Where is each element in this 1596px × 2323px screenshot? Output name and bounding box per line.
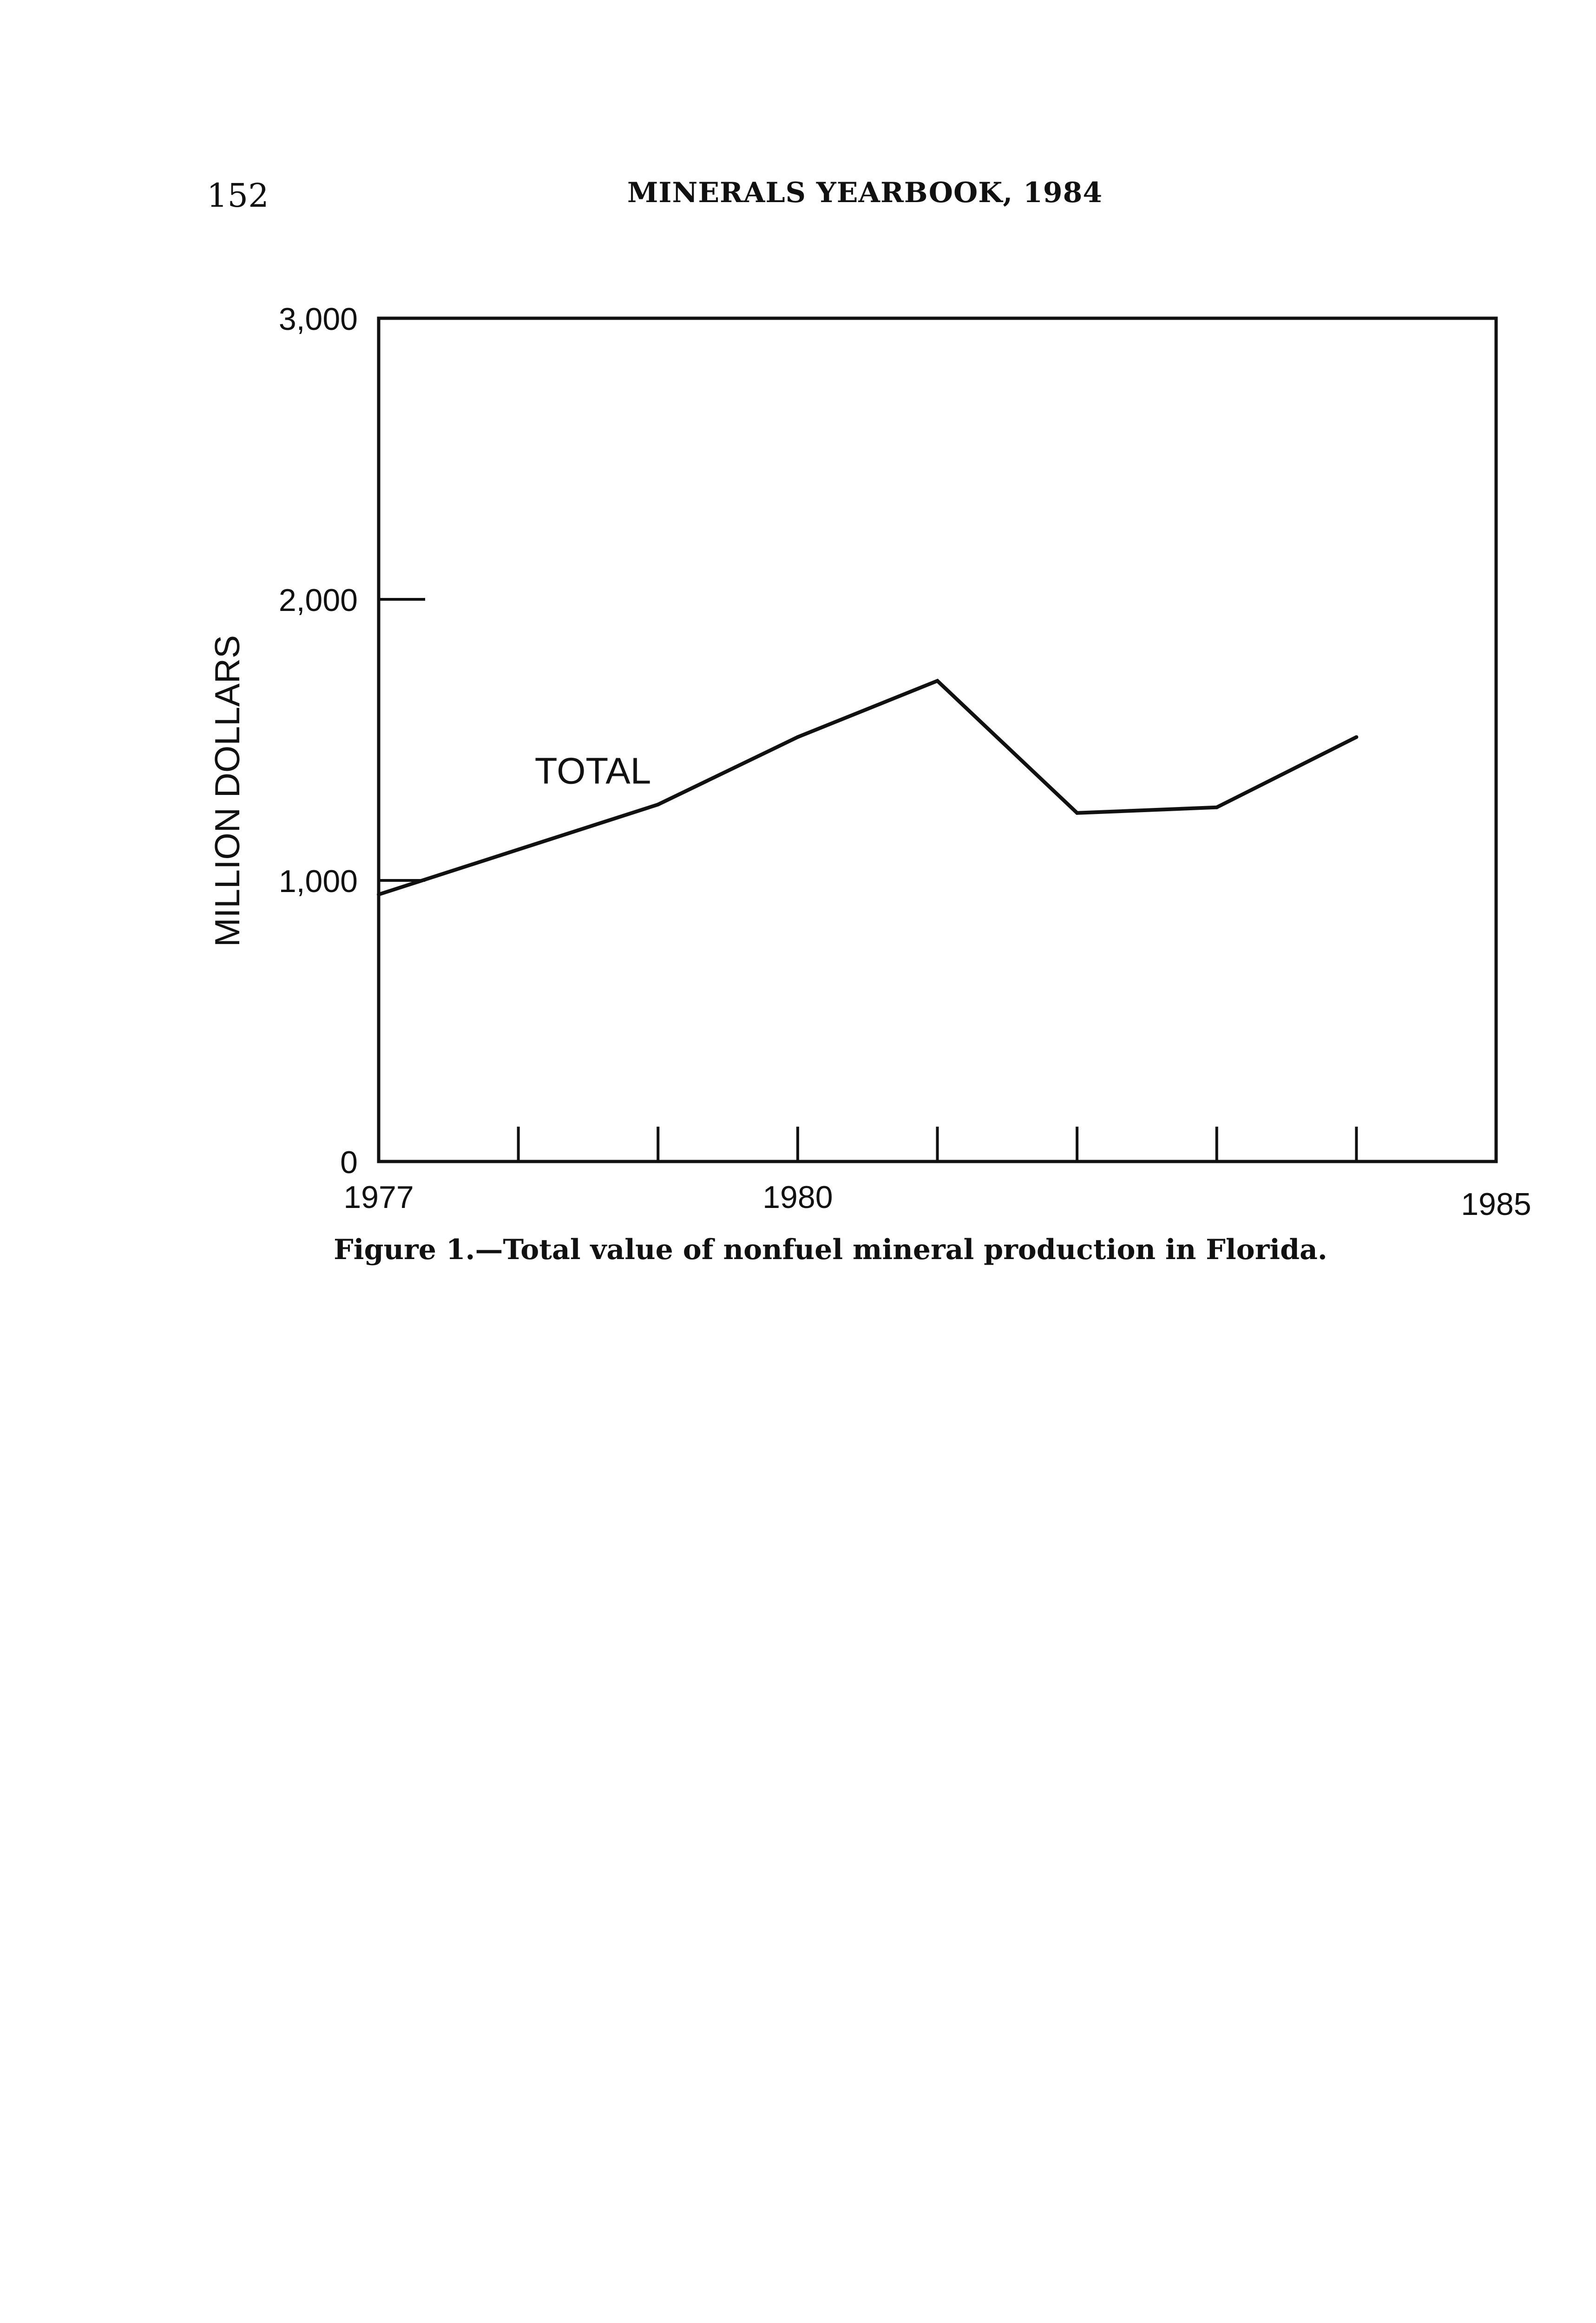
figure-caption: Figure 1.—Total value of nonfuel mineral production in Florida.: [334, 1234, 1327, 1266]
data-point: [1215, 806, 1219, 809]
data-point: [1354, 735, 1358, 739]
y-tick-label: 3,000: [278, 302, 358, 337]
data-point: [656, 803, 660, 807]
data-point: [1075, 811, 1079, 815]
data-point: [796, 735, 800, 739]
y-tick-label: 1,000: [278, 864, 358, 899]
plot-frame: [379, 318, 1496, 1162]
series-label: TOTAL: [534, 750, 651, 792]
y-tick-label: 0: [340, 1145, 358, 1180]
page-number: 152: [207, 177, 269, 215]
x-tick-label: 1977: [343, 1180, 414, 1215]
data-point: [936, 679, 939, 682]
x-tick-label: 1980: [762, 1180, 833, 1215]
y-tick-label: 2,000: [278, 583, 358, 618]
y-axis-label: MILLION DOLLARS: [208, 635, 247, 947]
x-tick-label: 1985: [1461, 1187, 1531, 1222]
data-point: [517, 847, 520, 851]
series-line-total: [379, 681, 1356, 894]
running-title: MINERALS YEARBOOK, 1984: [627, 177, 1103, 209]
data-point: [377, 892, 381, 896]
